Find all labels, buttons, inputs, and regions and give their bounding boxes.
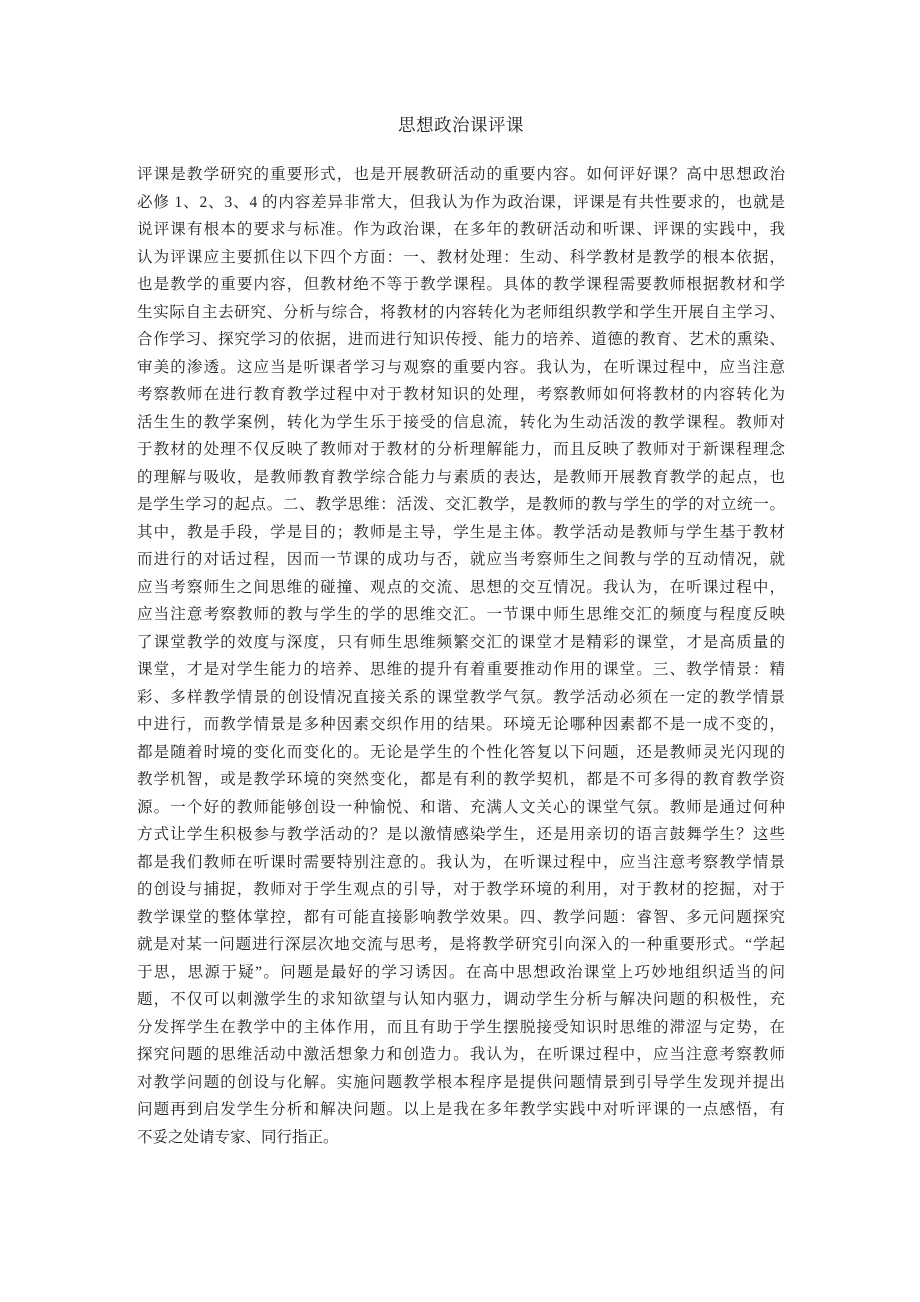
text-line: 于教材的处理不仅反映了教师对于教材的分析理解能力，而且反映了教师对于新课程理念 xyxy=(137,441,785,458)
text-line: 生实际自主去研究、分析与综合，将教材的内容转化为老师组织教学和学生开展自主学习、 xyxy=(137,303,785,321)
text-line: 于思，思源于疑”。问题是最好的学习诱因。在高中思想政治课堂上巧妙地组织适当的问 xyxy=(137,963,785,981)
text-line: 应当注意考察教师的教与学生的学的思维交汇。一节课中师生思维交汇的频度与程度反映 xyxy=(137,606,785,623)
text-line: 合作学习、探究学习的依据，进而进行知识传授、能力的培养、道德的教育、艺术的熏染、 xyxy=(137,331,785,348)
text-line: 说评课有根本的要求与标准。作为政治课，在多年的教研活动和听课、评课的实践中，我 xyxy=(137,221,785,238)
document-title: 思想政治课评课 xyxy=(398,115,524,135)
text-line: 彩、多样教学情景的创设情况直接关系的课堂教学气氛。教学活动必须在一定的教学情景 xyxy=(137,688,785,706)
text-line: 课堂，才是对学生能力的培养、思维的提升有着重要推动作用的课堂。三、教学情景：精 xyxy=(137,661,785,678)
text-line: 评课是教学研究的重要形式，也是开展教研活动的重要内容。如何评好课？高中思想政治 xyxy=(137,166,785,183)
text-line: 源。一个好的教师能够创设一种愉悦、和谐、充满人文关心的课堂气氛。教师是通过何种 xyxy=(137,798,785,816)
text-line: 是学生学习的起点。二、教学思维：活泼、交汇教学，是教师的教与学生的学的对立统一。 xyxy=(137,496,785,513)
text-line: 教学机智，或是教学环境的突然变化，都是有利的教学契机，都是不可多得的教育教学资 xyxy=(137,771,785,788)
text-line: 就是对某一问题进行深层次地交流与思考，是将教学研究引向深入的一种重要形式。“学起 xyxy=(137,936,785,953)
text-line: 应当考察师生之间思维的碰撞、观点的交流、思想的交互情况。我认为，在听课过程中， xyxy=(137,578,785,596)
text-line: 其中，教是手段，学是目的；教师是主导，学生是主体。教学活动是教师与学生基于教材 xyxy=(137,523,785,541)
text-line: 活生生的教学案例，转化为学生乐于接受的信息流，转化为生动活泼的教学课程。教师对 xyxy=(137,413,785,431)
text-line: 中进行，而教学情景是多种因素交织作用的结果。环境无论哪种因素都不是一成不变的， xyxy=(137,716,785,733)
text-line: 认为评课应主要抓住以下四个方面：一、教材处理：生动、科学教材是教学的根本依据， xyxy=(137,248,785,266)
paragraph xyxy=(137,161,785,1151)
text-line: 的创设与捕捉，教师对于学生观点的引导，对于教学环境的利用，对于教材的挖掘，对于 xyxy=(137,881,785,898)
text-line: 考察教师在进行教育教学过程中对于教材知识的处理，考察教师如何将教材的内容转化为 xyxy=(137,386,785,403)
text-line: 必修 1、2、3、4 的内容差异非常大，但我认为作为政治课，评课是有共性要求的，也就是 xyxy=(137,193,785,211)
text-line: 而进行的对话过程，因而一节课的成功与否，就应当考察师生之间教与学的互动情况，就 xyxy=(137,551,785,568)
text-line: 问题再到启发学生分析和解决问题。以上是我在多年教学实践中对听评课的一点感悟，有 xyxy=(137,1101,785,1118)
text-line: 探究问题的思维活动中激活想象力和创造力。我认为，在听课过程中，应当注意考察教师 xyxy=(137,1046,785,1063)
text-line: 对教学问题的创设与化解。实施问题教学根本程序是提供问题情景到引导学生发现并提出 xyxy=(137,1073,785,1091)
text-line: 都是我们教师在听课时需要特别注意的。我认为，在听课过程中，应当注意考察教学情景 xyxy=(137,853,785,871)
text-line: 都是随着时境的变化而变化的。无论是学生的个性化答复以下问题，还是教师灵光闪现的 xyxy=(137,743,785,761)
text-line: 分发挥学生在教学中的主体作用，而且有助于学生摆脱接受知识时思维的滞涩与定势，在 xyxy=(137,1018,785,1036)
text-line: 了课堂教学的效度与深度，只有师生思维频繁交汇的课堂才是精彩的课堂，才是高质量的 xyxy=(137,633,785,651)
text-line: 的理解与吸收，是教师教育教学综合能力与素质的表达，是教师开展教育教学的起点，也 xyxy=(137,468,785,486)
text-line: 教学课堂的整体掌控，都有可能直接影响教学效果。四、教学问题：睿智、多元问题探究 xyxy=(137,908,785,926)
text-line: 也是教学的重要内容，但教材绝不等于教学课程。具体的教学课程需要教师根据教材和学 xyxy=(137,276,785,293)
text-line: 方式让学生积极参与教学活动的？是以激情感染学生，还是用亲切的语言鼓舞学生？这些 xyxy=(137,826,785,843)
text-line: 不妥之处请专家、同行指正。 xyxy=(137,1128,339,1146)
document-content xyxy=(137,111,785,1151)
text-line: 审美的渗透。这应当是听课者学习与观察的重要内容。我认为，在听课过程中，应当注意 xyxy=(137,358,785,376)
text-line: 题，不仅可以刺激学生的求知欲望与认知内驱力，调动学生分析与解决问题的积极性，充 xyxy=(137,991,785,1008)
